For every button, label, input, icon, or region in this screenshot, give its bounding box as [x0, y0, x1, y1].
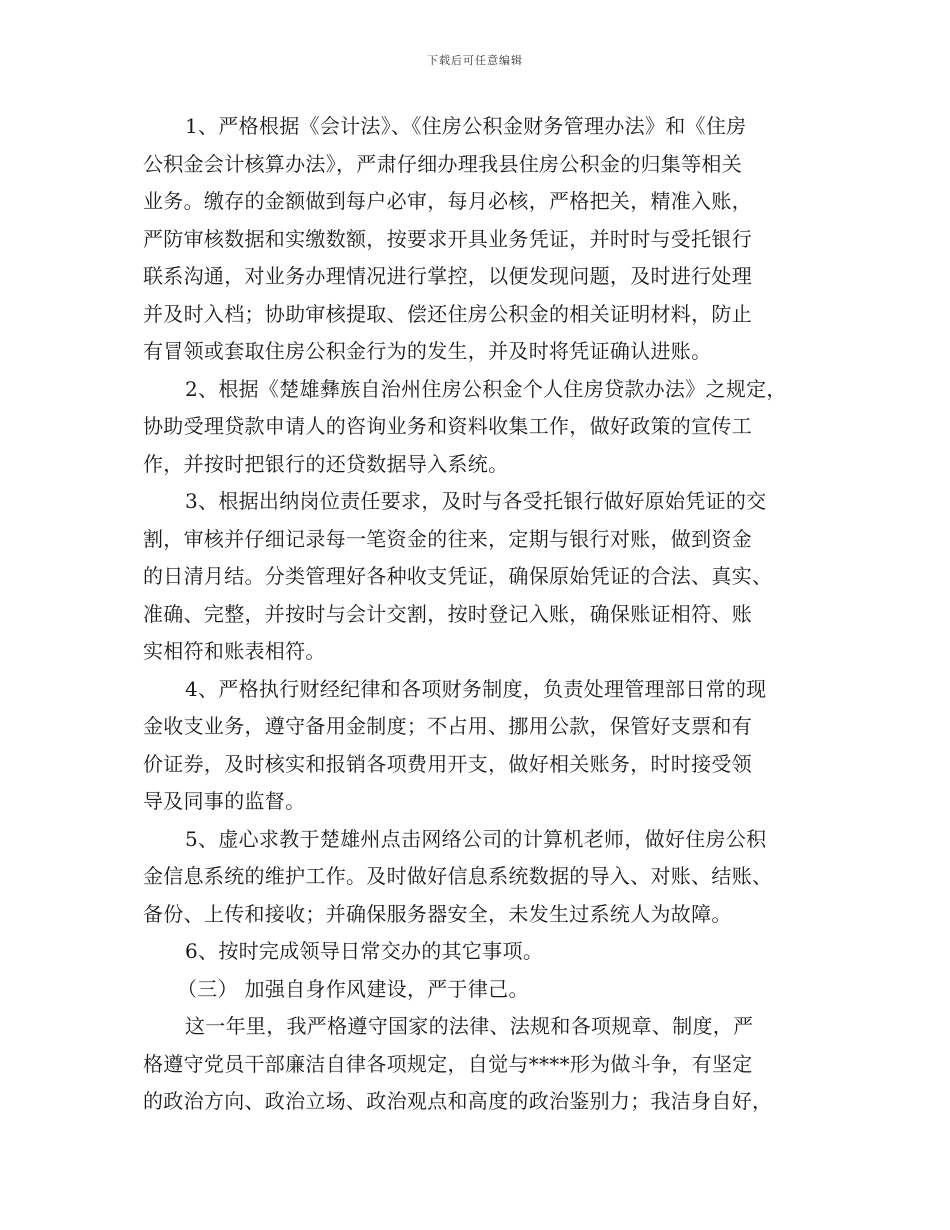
- body-text-line: 导及同事的监督。: [143, 789, 306, 813]
- body-text-line: 3、根据出纳岗位责任要求，及时与各受托银行做好原始凭证的交: [185, 489, 767, 513]
- body-text-line: 割，审核并仔细记录每一笔资金的往来，定期与银行对账，做到资金: [143, 526, 752, 551]
- body-text-line: （三） 加强自身作风建设，严于律己。: [177, 976, 529, 1001]
- body-text-line: 2、根据《楚雄彝族自治州住房公积金个人住房贷款办法》之规定，: [185, 376, 787, 401]
- body-text-line: 严防审核数据和实缴数额，按要求开具业务凭证，并时时与受托银行: [143, 226, 752, 251]
- body-text-line: 公积金会计核算办法》，严肃仔细办理我县住房公积金的归集等相关: [143, 151, 742, 176]
- body-text-line: 协助受理贷款申请人的咨询业务和资料收集工作，做好政策的宣传工: [143, 414, 752, 438]
- body-text-line: 6、按时完成领导日常交办的其它事项。: [185, 939, 544, 963]
- body-text-line: 金收支业务，遵守备用金制度；不占用、挪用公款，保管好支票和有: [143, 714, 752, 738]
- body-text-line: 作，并按时把银行的还贷数据导入系统。: [143, 451, 509, 476]
- document-body: [143, 108, 823, 1121]
- body-text-line: 1、严格根据《会计法》、《住房公积金财务管理办法》和《住房: [185, 114, 747, 138]
- body-text-line: 格遵守党员干部廉洁自律各项规定，自觉与****形为做斗争，有坚定: [143, 1051, 753, 1076]
- body-text-line: 并及时入档；协助审核提取、偿还住房公积金的相关证明材料，防止: [143, 301, 752, 326]
- body-text-line: 备份、上传和接收；并确保服务器安全，未发生过系统人为故障。: [143, 901, 732, 926]
- body-text-line: 的政治方向、政治立场、政治观点和高度的政治鉴别力；我洁身自好，: [143, 1089, 773, 1113]
- body-text-line: 联系沟通，对业务办理情况进行掌控，以便发现问题，及时进行处理: [143, 264, 752, 288]
- body-text-line: 准确、完整，并按时与会计交割，按时登记入账，确保账证相符、账: [143, 601, 752, 626]
- body-text-line: 业务。缴存的金额做到每户必审，每月必核，严格把关，精准入账，: [143, 189, 752, 213]
- body-text-line: 金信息系统的维护工作。及时做好信息系统数据的导入、对账、结账、: [143, 864, 773, 888]
- body-text-line: 这一年里，我严格遵守国家的法律、法规和各项规章、制度，严: [185, 1014, 754, 1038]
- header-note: 下载后可任意编辑: [427, 54, 523, 67]
- body-text-line: 4、严格执行财经纪律和各项财务制度，负责处理管理部日常的现: [185, 676, 767, 701]
- body-text-line: 的日清月结。分类管理好各种收支凭证，确保原始凭证的合法、真实、: [143, 564, 773, 588]
- body-text-line: 实相符和账表相符。: [143, 639, 326, 663]
- body-text-line: 有冒领或套取住房公积金行为的发生，并及时将凭证确认进账。: [143, 339, 712, 363]
- body-text-line: 5、虚心求教于楚雄州点击网络公司的计算机老师，做好住房公积: [185, 826, 767, 851]
- body-text-line: 价证券，及时核实和报销各项费用开支，做好相关账务，时时接受领: [143, 751, 752, 776]
